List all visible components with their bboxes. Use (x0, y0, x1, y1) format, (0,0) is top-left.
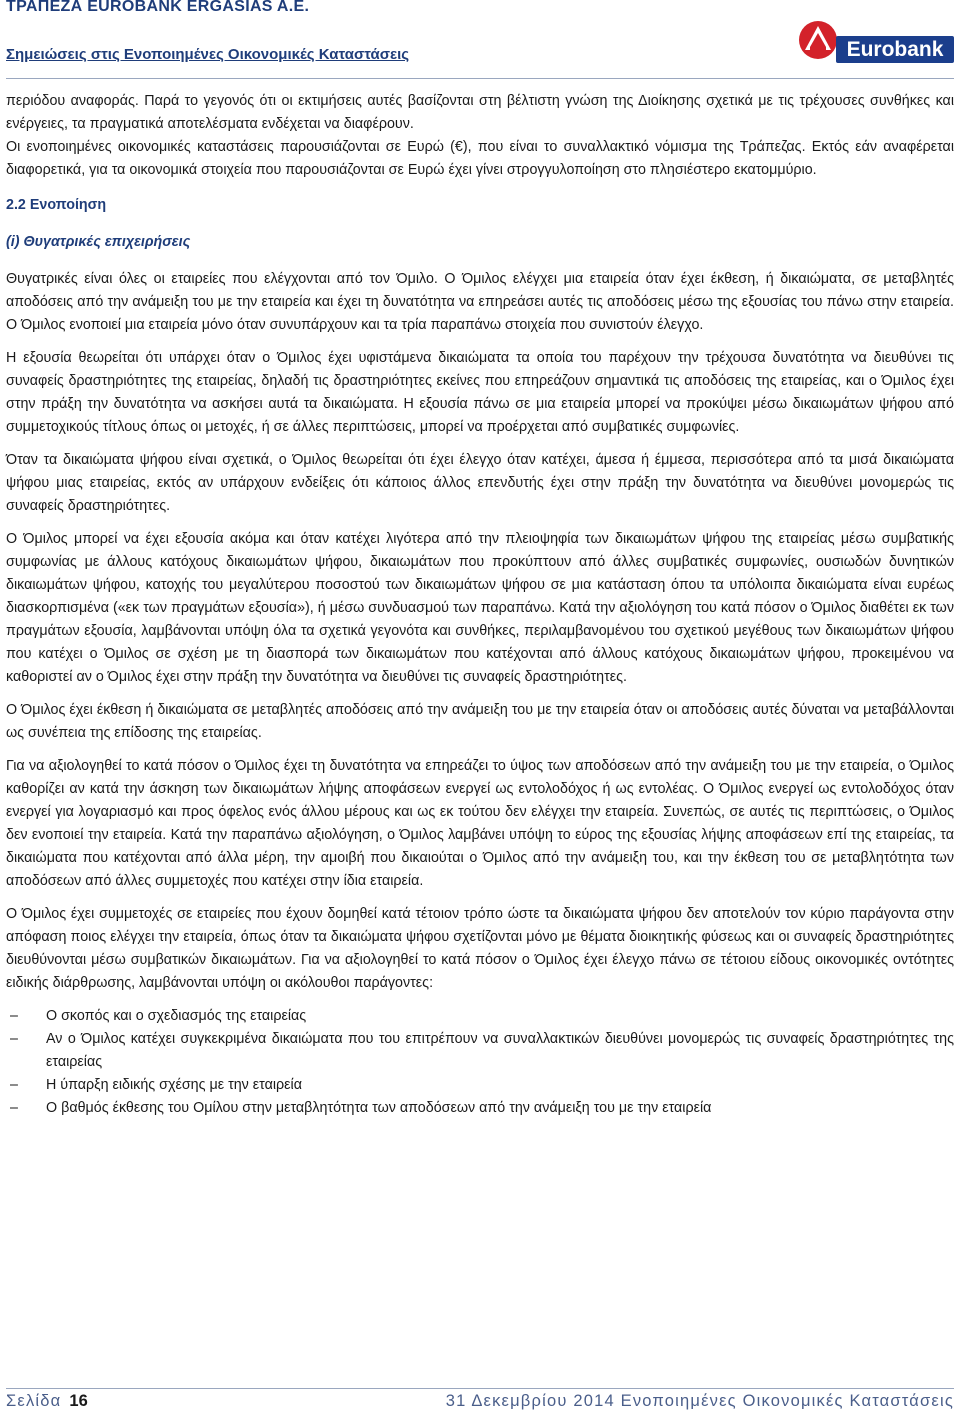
page-header (6, 0, 954, 76)
paragraph: Για να αξιολογηθεί το κατά πόσον ο Όμιλος έχει τη δυνατότητα να επηρεάζει το ύψος των αποδόσεων από την ανάμειξη του με την εταιρεία, ο Όμιλος καθορίζει αν κατά την άσκηση των δικαιωμάτων λήψης αποφάσεων ενεργεί ως εντολοδόχος ή ως εντολέας. Ο Όμιλος ενεργεί ως εντολοδόχος όταν ενεργεί για λογαριασμό και προς όφελος ενός άλλου μέρους και ως εκ τούτου δεν ελέγχει την εταιρεία. Συνεπώς, σε αυτές τις περιπτώσεις, ο Όμιλος δεν ενοποιεί την εταιρεία. Κατά την παραπάνω αξιολόγηση, ο Όμιλος λαμβάνει υπόψη το εύρος της εξουσίας λήψης αποφάσεων επί της εταιρείας, τα δικαιώματα που κατέχονται από άλλα μέρη, την αμοιβή που δικαιούται ο Όμιλος από την ανάμειξη του, και την έκθεση του σε μεταβλητότητα των αποδόσεων από άλλες συμμετοχές που κατέχει στην ίδια εταιρεία. (6, 758, 954, 889)
paragraph: Οι ενοποιημένες οικονομικές καταστάσεις παρουσιάζονται σε Ευρώ (€), που είναι το συναλλακτικό νόμισμα της Τράπεζας. Εκτός εάν αναφέρεται διαφορετικά, για τα οικονομικά στοιχεία που παρουσιάζονται σε Ευρώ έχει γίνει στρογγυλοποίηση στο πλησιέστερο εκατομμύριο. (6, 139, 954, 178)
page-body (6, 90, 954, 1120)
paragraph: περιόδου αναφοράς. Παρά το γεγονός ότι οι εκτιμήσεις αυτές βασίζονται στη βέλτιστη γνώση της Διοίκησης σχετικά με τις τρέχουσες συνθήκες και ενέργειες, τα πραγματικά αποτελέσματα ενδέχεται να διαφέρουν. (6, 93, 954, 132)
page-number: 16 (69, 1392, 88, 1410)
dash-bullet-icon: – (10, 1008, 18, 1024)
page-footer (6, 1388, 954, 1416)
list-item: – Η ύπαρξη ειδικής σχέσης με την εταιρεία (6, 1074, 954, 1097)
paragraph: Θυγατρικές είναι όλες οι εταιρείες που ελέγχονται από τον Όμιλο. Ο Όμιλος ελέγχει μια εταιρεία όταν έχει έκθεση, ή δικαιώματα, σε μεταβλητές αποδόσεις από την ανάμειξη του με την εταιρεία και έχει τη δυνατότητα να επηρεάσει αυτές τις αποδόσεις μέσω της εξουσίας του πάνω στην εταιρεία. Ο Όμιλος ενοποιεί μια εταιρεία μόνο όταν συνυπάρχουν και τα τρία παραπάνω στοιχεία που συνιστούν έλεγχο. (6, 271, 954, 333)
company-name: ΤΡΑΠΕΖΑ EUROBANK ERGASIAS A.E. (6, 0, 310, 15)
list-item: – Ο βαθμός έκθεσης του Ομίλου στην μεταβλητότητα των αποδόσεων από την ανάμειξη του με την εταιρεία (6, 1097, 954, 1120)
list-item: – Αν ο Όμιλος κατέχει συγκεκριμένα δικαιώματα που του επιτρέπουν να συναλλακτικών διευθύνει μονομερώς τις συναφείς δραστηριότητες της εταιρείας (6, 1028, 954, 1074)
eurobank-logo (798, 14, 954, 70)
paragraph: Ο Όμιλος έχει συμμετοχές σε εταιρείες που έχουν δομηθεί κατά τέτοιον τρόπο ώστε τα δικαιώματα ψήφου δεν αποτελούν τον κύριο παράγοντα στην απόφαση ποιος ελέγχει την εταιρεία, όπως όταν τα δικαιώματα ψήφου σχετίζονται μόνο με θέματα διοικητικής φύσεως και οι συναφείς δραστηριότητες διευθύνονται μέσω συμβατικών δικαιωμάτων. Για να αξιολογηθεί το κατά πόσον ο Όμιλος έχει έλεγχο πάνω σε τέτοιου είδους οικονομικές οντότητες ειδικής διάρθρωσης, λαμβάνονται υπόψη οι ακόλουθοι παράγοντες: (6, 906, 954, 991)
dash-bullet-icon: – (10, 1031, 18, 1047)
page-indicator (6, 1392, 88, 1411)
factor-list (6, 1005, 954, 1120)
document-subtitle: Σημειώσεις στις Ενοποιημένες Οικονομικές Καταστάσεις (6, 46, 410, 63)
dash-bullet-icon: – (10, 1100, 18, 1116)
page-label: Σελίδα (6, 1392, 62, 1410)
header-divider (6, 78, 954, 79)
eurobank-logo-text: Eurobank (836, 36, 954, 63)
section-heading: 2.2 Ενοποίηση (6, 197, 107, 213)
list-item: – Ο σκοπός και ο σχεδιασμός της εταιρείας (6, 1005, 954, 1028)
paragraph: Ο Όμιλος μπορεί να έχει εξουσία ακόμα και όταν κατέχει λιγότερα από την πλειοψηφία των δικαιωμάτων ψήφου της εταιρείας μέσω συμβατικής συμφωνίας με άλλους κατόχους δικαιωμάτων ψήφου, δικαιωμάτων που προκύπτουν από άλλες συμβατικές συμφωνίες, ουσιωδών δυνητικών δικαιωμάτων ψήφου, κατοχής του μεγαλύτερου ποσοστού των δικαιωμάτων ψήφου σε μια κατάσταση όπου τα υπόλοιπα δικαιώματα είναι ευρέως διασκορπισμένα («εκ των πραγμάτων εξουσία»), ή μέσω συνδυασμού των παραπάνω. Κατά την αξιολόγηση του κατά πόσον ο Όμιλος διαθέτει εκ των πραγμάτων εξουσία, λαμβάνονται υπόψη όλα τα σχετικά γεγονότα και συνθήκες, περιλαμβανομένου του σχετικού μεγέθους των δικαιωμάτων ψήφου που κατέχει ο Όμιλος σε σχέση με τη διασπορά των δικαιωμάτων που κατέχονται από άλλους κατόχους δικαιωμάτων ψήφου, προκειμένου να καθοριστεί αν ο Όμιλος έχει στην πράξη την δυνατότητα να διευθύνει τις συναφείς δραστηριότητες. (6, 531, 954, 685)
dash-bullet-icon: – (10, 1077, 18, 1093)
paragraph: Όταν τα δικαιώματα ψήφου είναι σχετικά, ο Όμιλος θεωρείται ότι έχει έλεγχο όταν κατέχει, άμεσα ή έμμεσα, περισσότερα από τα μισά δικαιώματα ψήφου μιας εταιρείας, εκτός αν υπάρχουν ενδείξεις ότι κάποιος άλλος επενδυτής έχει στην πράξη την δυνατότητα να διευθύνει μονομερώς τις συναφείς δραστηριότητες. (6, 452, 954, 514)
paragraph: Ο Όμιλος έχει έκθεση ή δικαιώματα σε μεταβλητές αποδόσεις από την ανάμειξη του με την εταιρεία όταν οι αποδόσεις αυτές δύναται να μεταβάλλονται ως συνέπεια της επίδοσης της εταιρείας. (6, 702, 954, 741)
paragraph: Η εξουσία θεωρείται ότι υπάρχει όταν ο Όμιλος έχει υφιστάμενα δικαιώματα τα οποία του παρέχουν την τρέχουσα δυνατότητα να διευθύνει τις συναφείς δραστηριότητες της εταιρείας, δηλαδή τις δραστηριότητες εκείνες που επηρεάζουν σημαντικά τις αποδόσεις της εταιρείας, και ο Όμιλος έχει στην πράξη την δυνατότητα να ασκήσει αυτά τα δικαιώματα. Η εξουσία πάνω σε μια εταιρεία μπορεί να προκύψει μέσω δικαιωμάτων ψήφου από συμμετοχικούς τίτλους όπως οι μετοχές, ή σε άλλες περιπτώσεις, μπορεί να προέρχεται από συμβατικές συμφωνίες. (6, 350, 954, 435)
footer-document-title: 31 Δεκεμβρίου 2014 Ενοποιημένες Οικονομικές Καταστάσεις (445, 1392, 954, 1410)
footer-divider (6, 1388, 954, 1389)
eurobank-logo-icon (798, 20, 838, 60)
subsection-heading: (i) Θυγατρικές επιχειρήσεις (6, 234, 191, 250)
